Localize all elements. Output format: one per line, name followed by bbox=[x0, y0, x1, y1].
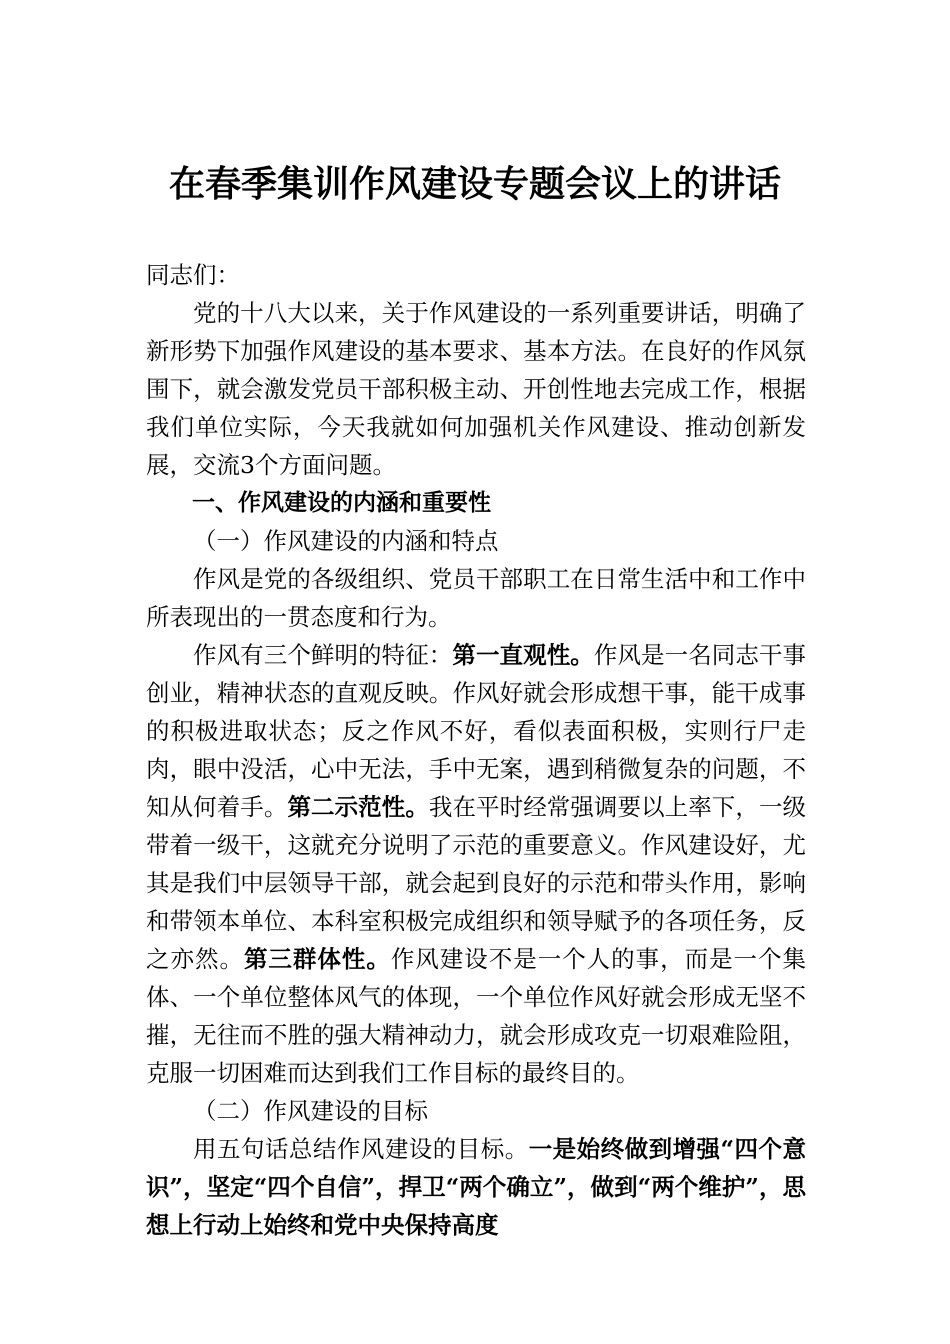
paragraph-goals bbox=[146, 1130, 806, 1244]
goals-lead: 用五句话总结作风建设的目标。 bbox=[193, 1135, 529, 1163]
feature-1-title: 第一直观性。 bbox=[452, 641, 594, 669]
subsection-heading-2: （二）作风建设的目标 bbox=[193, 1097, 428, 1125]
feature-3-text: 作风建设不是一个人的事，而是一个集体、一个单位整体风气的体现，一个单位作风好就会形成无坚不摧，无往而不胜的强大精神动力，就会形成攻克一切艰难险阻，克服一切困难而达到我们工作目标的最终目的。 bbox=[146, 945, 807, 1087]
intro-paragraph: 党的十八大以来，关于作风建设的一系列重要讲话，明确了新形势下加强作风建设的基本要求、基本方法。在良好的作风氛围下，就会激发党员干部积极主动、开创性地去完成工作，根据我们单位实际，今天我就如何加强机关作风建设、推动创新发展，交流3个方面问题。 bbox=[146, 299, 806, 479]
goal-1-text: 一是始终做到增强“四个意识”，坚定“四个自信”，捍卫“两个确立”，做到“两个维护”，思想上行动上始终和党中央保持高度 bbox=[146, 1135, 806, 1239]
feature-2-text: 我在平时经常强调要以上率下，一级带着一级干，这就充分说明了示范的重要意义。作风建设好，尤其是我们中层领导干部，就会起到良好的示范和带头作用，影响和带领本单位、本科室积极完成组织和领导赋予的各项任务，反之亦然。 bbox=[146, 793, 807, 973]
paragraph-features bbox=[146, 636, 806, 1092]
subsection-heading-1: （一）作风建设的内涵和特点 bbox=[193, 527, 499, 555]
feature-1-text: 作风是一名同志干事创业，精神状态的直观反映。作风好就会形成想干事，能干成事的积极进取状态；反之作风不好，看似表面积极，实则行尸走肉，眼中没活，心中无法，手中无案，遇到稍微复杂的问题，不知从何着手。 bbox=[146, 641, 807, 821]
feature-3-title: 第三群体性。 bbox=[243, 945, 391, 973]
paragraph-definition: 作风是党的各级组织、党员干部职工在日常生活中和工作中所表现出的一贯态度和行为。 bbox=[146, 565, 806, 631]
section-heading-1: 一、作风建设的内涵和重要性 bbox=[192, 490, 491, 516]
document-body bbox=[146, 256, 806, 1244]
salutation: 同志们： bbox=[146, 261, 240, 289]
document-title: 在春季集训作风建设专题会议上的讲话 bbox=[168, 163, 781, 205]
features-lead: 作风有三个鲜明的特征： bbox=[193, 641, 453, 669]
feature-2-title: 第二示范性。 bbox=[287, 793, 429, 821]
